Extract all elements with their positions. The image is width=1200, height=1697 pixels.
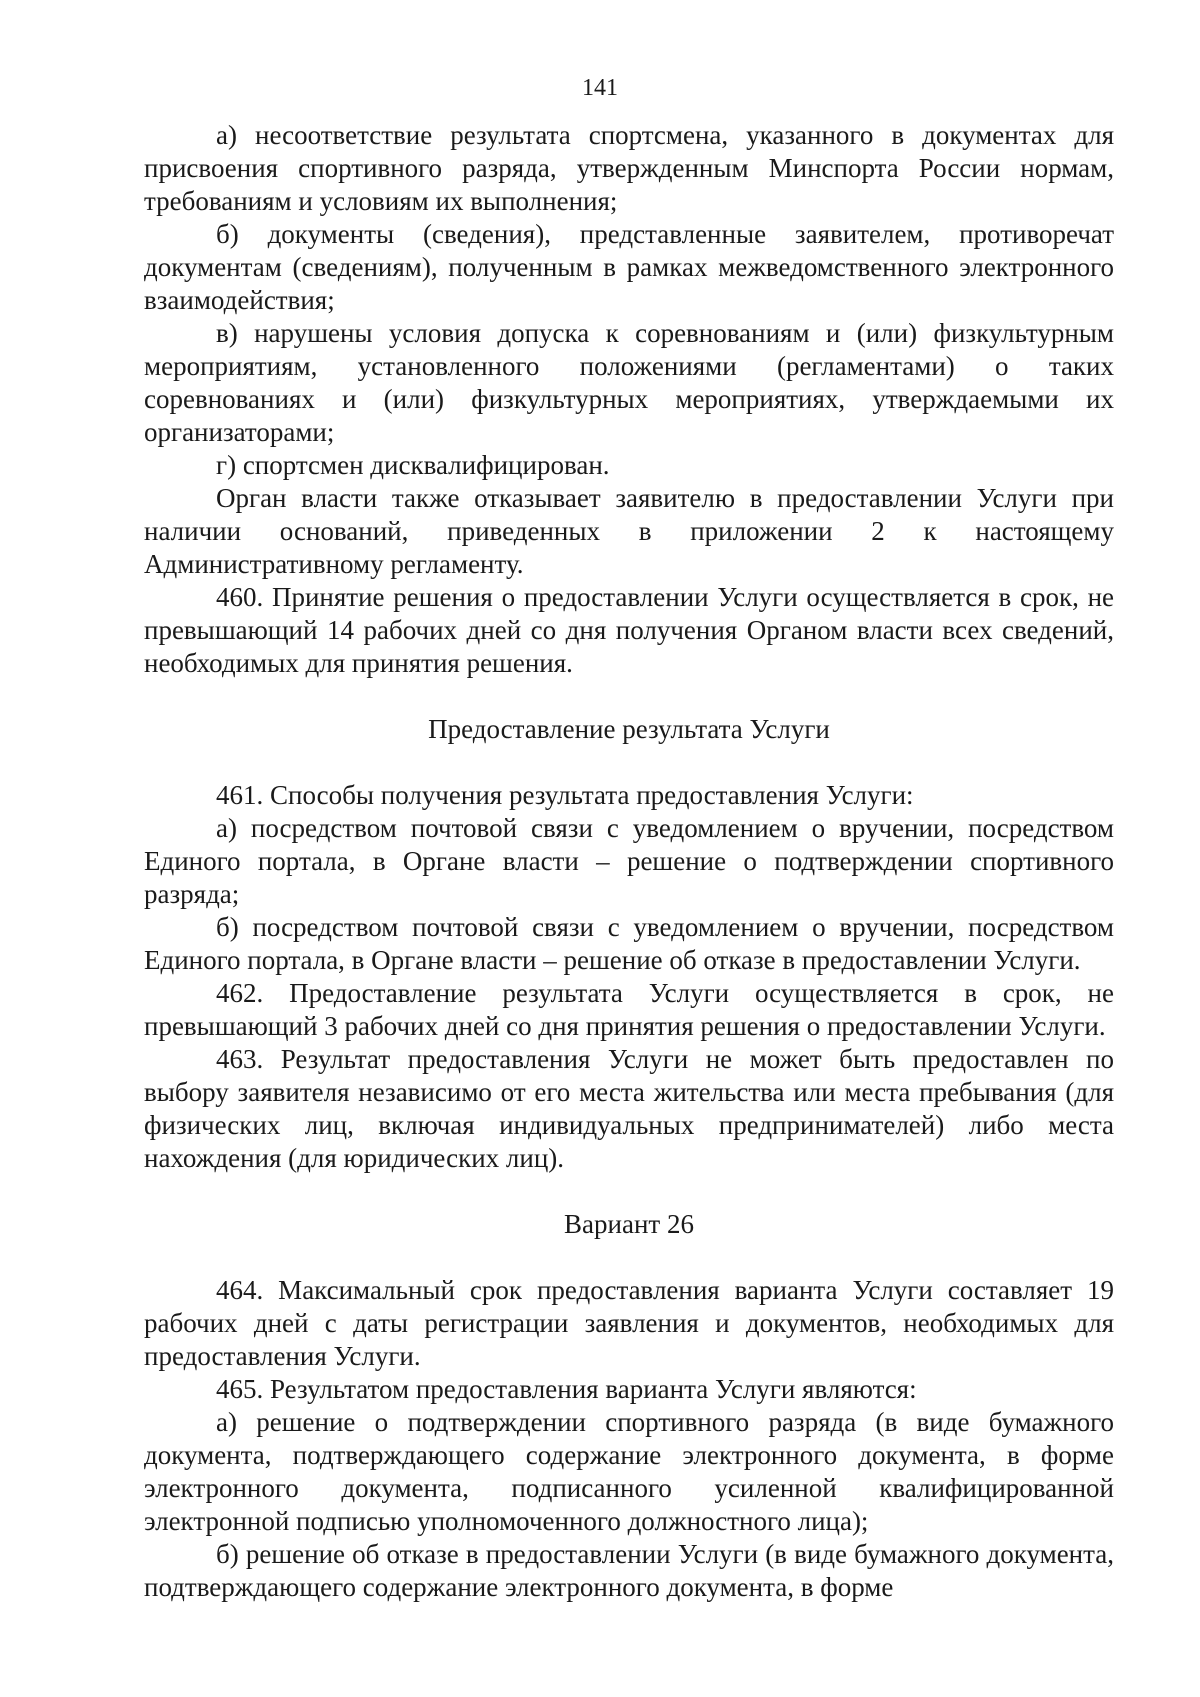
paragraph-463: 463. Результат предоставления Услуги не может быть предоставлен по выбору заявителя независимо от его места жительства или места пребывания (для физических лиц, включая индивидуальных предпринимателей) либо места нахождения (для юридических лиц). [144, 1044, 1114, 1173]
paragraph-461: 461. Способы получения результата предоставления Услуги: [216, 780, 914, 810]
section-spacer [144, 1175, 1114, 1208]
page-number: 141 [582, 75, 618, 101]
section-spacer [144, 1241, 1114, 1274]
paragraph-464: 464. Максимальный срок предоставления варианта Услуги составляет 19 рабочих дней с даты регистрации заявления и документов, необходимых для предоставления Услуги. [144, 1275, 1114, 1371]
section-heading-variant-26: Вариант 26 [564, 1209, 694, 1239]
paragraph-refusal-g: г) спортсмен дисквалифицирован. [216, 450, 610, 480]
paragraph-refusal-v: в) нарушены условия допуска к соревнованиям и (или) физкультурным мероприятиям, установленного положениями (регламентами) о таких соревнованиях и (или) физкультурных мероприятиях, утверждаемыми их организаторами; [144, 318, 1114, 447]
section-heading-result: Предоставление результата Услуги [428, 714, 830, 744]
paragraph-461-b: б) посредством почтовой связи с уведомлением о вручении, посредством Единого портала, в Органе власти – решение об отказе в предоставлении Услуги. [144, 912, 1114, 975]
section-spacer [144, 680, 1114, 713]
paragraph-462: 462. Предоставление результата Услуги осуществляется в срок, не превышающий 3 рабочих дней со дня принятия решения о предоставлении Услуги. [144, 978, 1114, 1041]
paragraph-465: 465. Результатом предоставления варианта Услуги являются: [216, 1374, 917, 1404]
paragraph-refusal-a: а) несоответствие результата спортсмена, указанного в документах для присвоения спортивного разряда, утвержденным Минспорта России нормам, требованиям и условиям их выполнения; [144, 120, 1114, 216]
paragraph-refusal-b: б) документы (сведения), представленные заявителем, противоречат документам (сведениям), полученным в рамках межведомственного электронного взаимодействия; [144, 219, 1114, 315]
paragraph-465-a: а) решение о подтверждении спортивного разряда (в виде бумажного документа, подтверждающего содержание электронного документа, в форме электронного документа, подписанного усиленной квалифицированной электронной подписью уполномоченного должностного лица); [144, 1407, 1114, 1536]
paragraph-460: 460. Принятие решения о предоставлении Услуги осуществляется в срок, не превышающий 14 рабочих дней со дня получения Органом власти всех сведений, необходимых для принятия решения. [144, 582, 1114, 678]
paragraph-refusal-grounds: Орган власти также отказывает заявителю в предоставлении Услуги при наличии оснований, приведенных в приложении 2 к настоящему Административному регламенту. [144, 483, 1114, 579]
paragraph-465-b: б) решение об отказе в предоставлении Услуги (в виде бумажного документа, подтверждающего содержание электронного документа, в форме [144, 1539, 1114, 1602]
section-spacer [144, 746, 1114, 779]
document-body [144, 119, 1114, 1604]
paragraph-461-a: а) посредством почтовой связи с уведомлением о вручении, посредством Единого портала, в Органе власти – решение о подтверждении спортивного разряда; [144, 813, 1114, 909]
